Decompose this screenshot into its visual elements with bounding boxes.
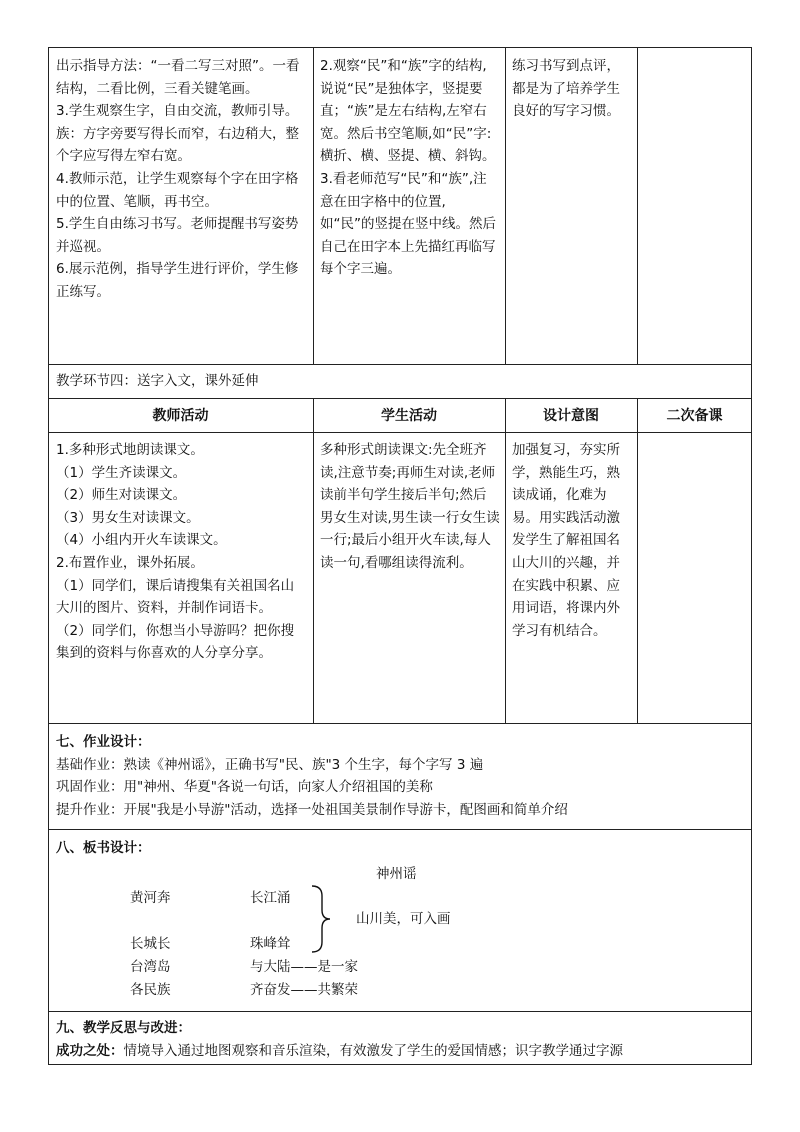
reflection-line xyxy=(56,1040,750,1063)
brace-icon xyxy=(308,884,338,954)
board-mid-item: 齐奋发——共繁荣 xyxy=(250,982,358,998)
section4-student-text: 多种形式朗读课文:先全班齐读,注意节奏;再师生对读,老师读前半句学生接后半句;然后男女生对读,男生读一行女生读一行;最后小组开火车读,每人读一句,看哪组读得流利。 xyxy=(320,442,500,571)
board-heading: 神州谣 xyxy=(376,866,417,882)
section4-intent-cell xyxy=(512,439,632,642)
board-mid-item: 与大陆——是一家 xyxy=(250,959,358,975)
upper-teacher-line: 出示指导方法：“一看二写三对照”。一看结构，二看比例，三看关键笔画。 xyxy=(56,58,300,97)
section4-teacher-line: （2）师生对读课文。 xyxy=(56,487,187,504)
upper-teacher-cell xyxy=(56,55,306,304)
board-mid-item: 珠峰耸 xyxy=(250,936,291,952)
section4-teacher-line: （3）男女生对读课文。 xyxy=(56,509,200,526)
section4-teacher-line: 2.布置作业，课外拓展。 xyxy=(56,554,204,571)
upper-teacher-line: 族：方字旁要写得长而窄，右边稍大，整个字应写得左窄右宽。 xyxy=(56,125,299,165)
col-divider xyxy=(637,398,638,723)
upper-student-cell xyxy=(320,55,500,281)
col-divider xyxy=(313,398,314,723)
header-second-prep: 二次备课 xyxy=(666,408,723,424)
col-divider xyxy=(313,47,314,364)
reflection-label: 成功之处： xyxy=(56,1042,124,1059)
reflection-text: 情境导入通过地图观察和音乐渲染，有效激发了学生的爱国情感；识字教学通过字源 xyxy=(123,1042,623,1059)
upper-student-line: 3.看老师范写“民”和“族”,注意在田字格中的位置,如“民”的竖提在竖中线。然后自己在田字本上先描红再临写每个字三遍。 xyxy=(320,170,496,278)
homework-line: 提升作业：开展"我是小导游"活动，选择一处祖国美景制作导游卡，配图画和简单介绍 xyxy=(56,801,568,818)
header-design-intent: 设计意图 xyxy=(543,408,599,424)
header-student-activity: 学生活动 xyxy=(381,408,437,424)
col-divider xyxy=(505,398,506,723)
reflection-section xyxy=(56,1017,750,1062)
homework-title: 七、作业设计： xyxy=(56,734,151,750)
board-left-item: 黄河奔 xyxy=(130,890,171,906)
section4-teacher-line: （4）小组内开火车读课文。 xyxy=(56,532,227,549)
col-divider xyxy=(505,47,506,364)
section4-teacher-line: （1）学生齐读课文。 xyxy=(56,464,187,481)
reflection-title: 九、教学反思与改进： xyxy=(56,1020,191,1036)
board-left-item: 长城长 xyxy=(130,936,171,952)
section4-teacher-line: （2）同学们，你想当小导游吗？把你搜集到的资料与你喜欢的人分享分享。 xyxy=(56,622,295,662)
upper-teacher-line: 4.教师示范，让学生观察每个字在田字格中的位置、笔顺，再书空。 xyxy=(56,170,299,210)
row-divider xyxy=(48,364,752,365)
board-left-item: 台湾岛 xyxy=(130,959,171,975)
header-teacher-activity: 教师活动 xyxy=(152,408,209,424)
section4-teacher-line: （1）同学们，课后请搜集有关祖国名山大川的图片、资料，并制作词语卡。 xyxy=(56,577,295,617)
upper-student-line: 2.观察“民”和“族”字的结构,说说“民”是独体字，竖提要直；“族”是左右结构,左窄右宽。然后书空笔顺,如“民”字:横折、横、竖提、横、斜钩。 xyxy=(320,58,496,165)
section4-intent-text: 加强复习，夯实所学，熟能生巧，熟读成诵，化难为易。用实践活动激发学生了解祖国名山大川的兴趣，并在实践中积累、应用词语，将课内外学习有机结合。 xyxy=(512,442,620,639)
row-divider xyxy=(48,1011,752,1012)
upper-teacher-line: 5.学生自由练习书写。老师提醒书写姿势并巡视。 xyxy=(56,216,299,255)
board-left-item: 各民族 xyxy=(130,982,171,998)
section4-student-cell xyxy=(320,439,500,575)
col-divider xyxy=(637,47,638,364)
board-title: 八、板书设计： xyxy=(56,840,151,856)
upper-intent-text: 练习书写到点评，都是为了培养学生良好的写字习惯。 xyxy=(512,58,620,120)
section4-teacher-cell xyxy=(56,439,306,665)
upper-teacher-line: 6.展示范例，指导学生进行评价，学生修正练写。 xyxy=(56,261,299,300)
row-divider xyxy=(48,398,752,399)
homework-section xyxy=(56,731,746,821)
board-mid-item: 长江涌 xyxy=(250,890,291,906)
row-divider xyxy=(48,829,752,830)
row-divider xyxy=(48,723,752,724)
upper-intent-cell xyxy=(512,55,632,123)
homework-line: 基础作业：熟读《神州谣》，正确书写"民、族"3 个生字，每个字写 3 遍 xyxy=(56,756,484,773)
section4-title: 教学环节四：送字入文，课外延伸 xyxy=(56,373,259,389)
upper-teacher-line: 3.学生观察生字，自由交流，教师引导。 xyxy=(56,103,299,120)
board-brace-text: 山川美，可入画 xyxy=(356,911,451,927)
homework-line: 巩固作业：用"神州、华夏"各说一句话，向家人介绍祖国的美称 xyxy=(56,779,433,796)
row-divider xyxy=(48,432,752,433)
section4-teacher-line: 1.多种形式地朗读课文。 xyxy=(56,442,204,458)
